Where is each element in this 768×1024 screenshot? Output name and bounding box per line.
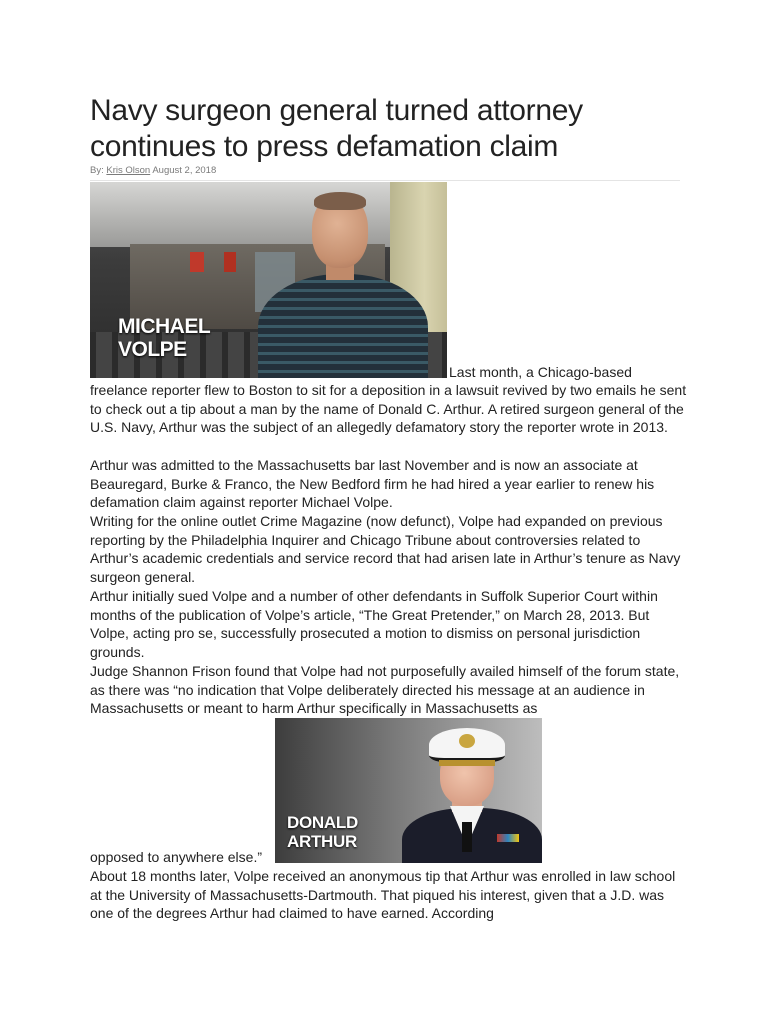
person-hair <box>314 192 366 210</box>
caption-line: DONALD <box>287 813 358 832</box>
person-ribbons <box>497 834 519 842</box>
paragraph-2: Arthur was admitted to the Massachusetts bar last November and is now an associate at Beauregard, Burke & Franco, the New Bedford firm he had hired a year earlier to renew his defamation claim against reporter Michael Volpe. <box>90 457 655 511</box>
paragraph-6: About 18 months later, Volpe received an anonymous tip that Arthur was enrolled in law school at the University of Massachusetts-Dartmouth. That piqued his interest, given that a J.D. was one of the degrees Arthur had claimed to have earned. According <box>90 868 676 922</box>
byline-divider <box>90 180 680 181</box>
publish-date: August 2, 2018 <box>152 165 217 176</box>
photo-sign <box>224 252 236 272</box>
author-link[interactable]: Kris Olson <box>106 165 151 176</box>
paragraph-1: freelance reporter flew to Boston to sit for a deposition in a lawsuit revived by two emails he sent to check out a tip about a man by the name of Donald C. Arthur. A retired surgeon general of the U.S. Navy, Arthur was the subject of an allegedly defamatory story the reporter wrote in 2013. <box>90 382 687 436</box>
byline-prefix: By: <box>90 165 104 176</box>
paragraph-5: Judge Shannon Frison found that Volpe had not purposefully availed himself of the forum state, as there was “no indication that Volpe deliberately directed his message at an audience in Massachusetts or meant to harm Arthur specifically in Massachusetts as <box>90 663 680 717</box>
article-title: Navy surgeon general turned attorney continues to press defamation claim <box>90 94 583 163</box>
paragraph-5-end: opposed to anywhere else.” <box>90 849 262 865</box>
photo-donald-arthur <box>275 718 542 863</box>
person-shirt <box>258 274 428 378</box>
caption-line: ARTHUR <box>287 832 357 851</box>
photo-michael-volpe <box>90 182 447 378</box>
paragraph-1-start: Last month, a Chicago-based <box>449 364 632 380</box>
cap-visor <box>439 760 495 766</box>
byline <box>90 165 216 176</box>
paragraph-3: Writing for the online outlet Crime Magazine (now defunct), Volpe had expanded on previous reporting by the Philadelphia Inquirer and Chicago Tribune about controversies related to Arthur’s academic credentials and service record that had arisen late in Arthur’s tenure as Navy surgeon general. <box>90 513 681 585</box>
photo-caption <box>118 315 210 361</box>
photo-caption <box>287 813 358 851</box>
cap-badge <box>459 734 475 748</box>
paragraph-4: Arthur initially sued Volpe and a number of other defendants in Suffolk Superior Court within months of the publication of Volpe’s article, “The Great Pretender,” on March 28, 2013. But Volpe, acting pro se, successfully prosecuted a motion to dismiss on personal jurisdiction grounds. <box>90 588 658 660</box>
photo-sign <box>190 252 204 272</box>
caption-line: MICHAEL <box>118 315 211 338</box>
caption-line: VOLPE <box>118 338 187 361</box>
